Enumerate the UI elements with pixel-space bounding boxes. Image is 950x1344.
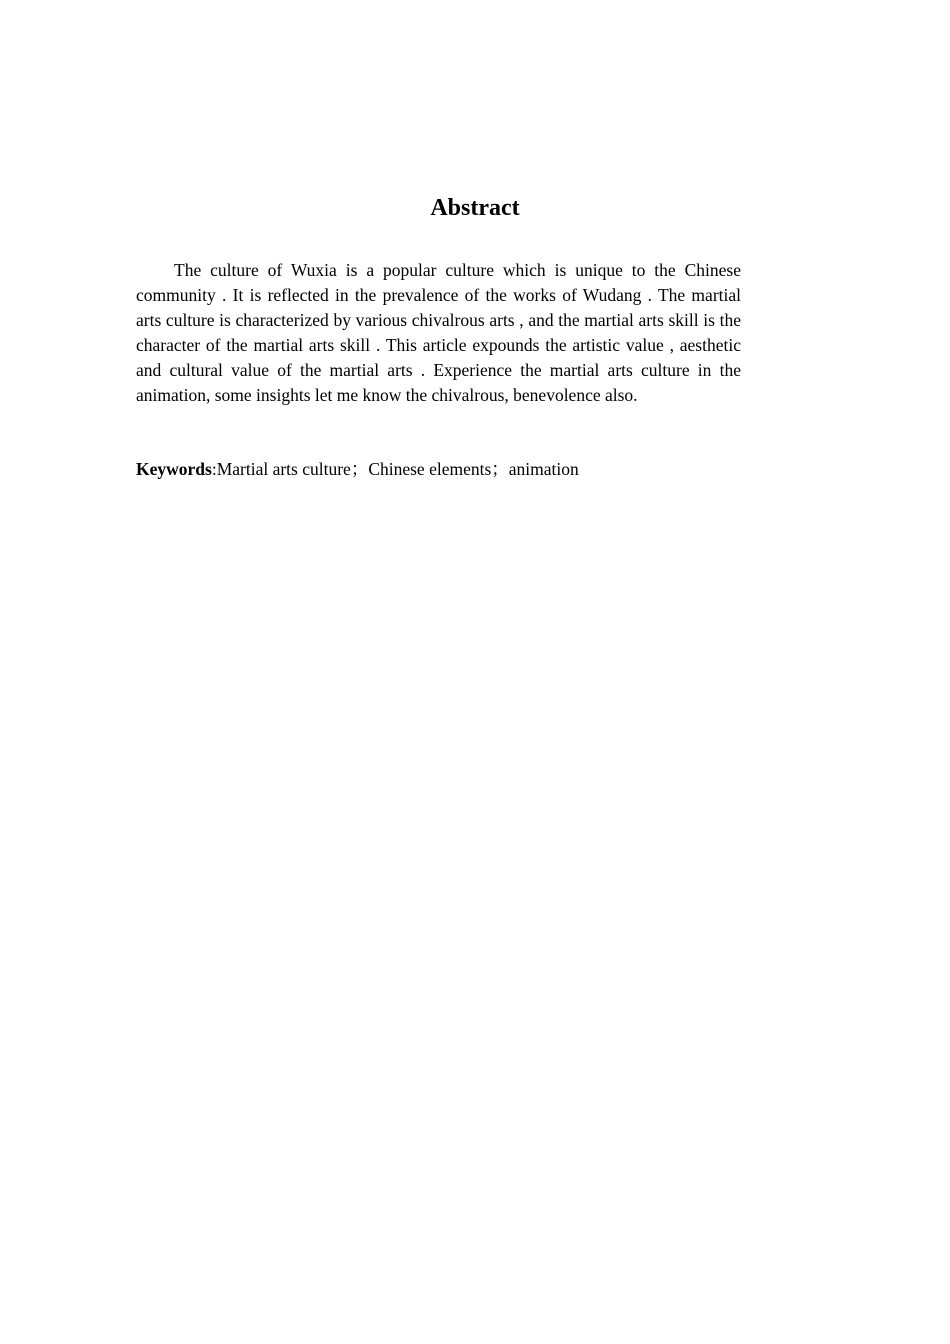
keywords-separator: : bbox=[211, 459, 217, 479]
keywords-text: Martial arts culture；Chinese elements；animation bbox=[216, 459, 579, 479]
keywords-label: Keywords bbox=[136, 459, 212, 479]
abstract-body: The culture of Wuxia is a popular culture which is unique to the Chinese community . It is reflected in the prevalence of the works of Wudang . The martial arts culture is characterized by various chivalrous arts , and the martial arts skill is the character of the martial arts skill . This article expounds the artistic value , aesthetic and cultural value of the martial arts . Experience the martial arts culture in the animation, some insights let me know the chivalrous, benevolence also. bbox=[136, 260, 741, 405]
abstract-title: Abstract bbox=[430, 195, 520, 221]
keywords-line bbox=[136, 457, 836, 482]
